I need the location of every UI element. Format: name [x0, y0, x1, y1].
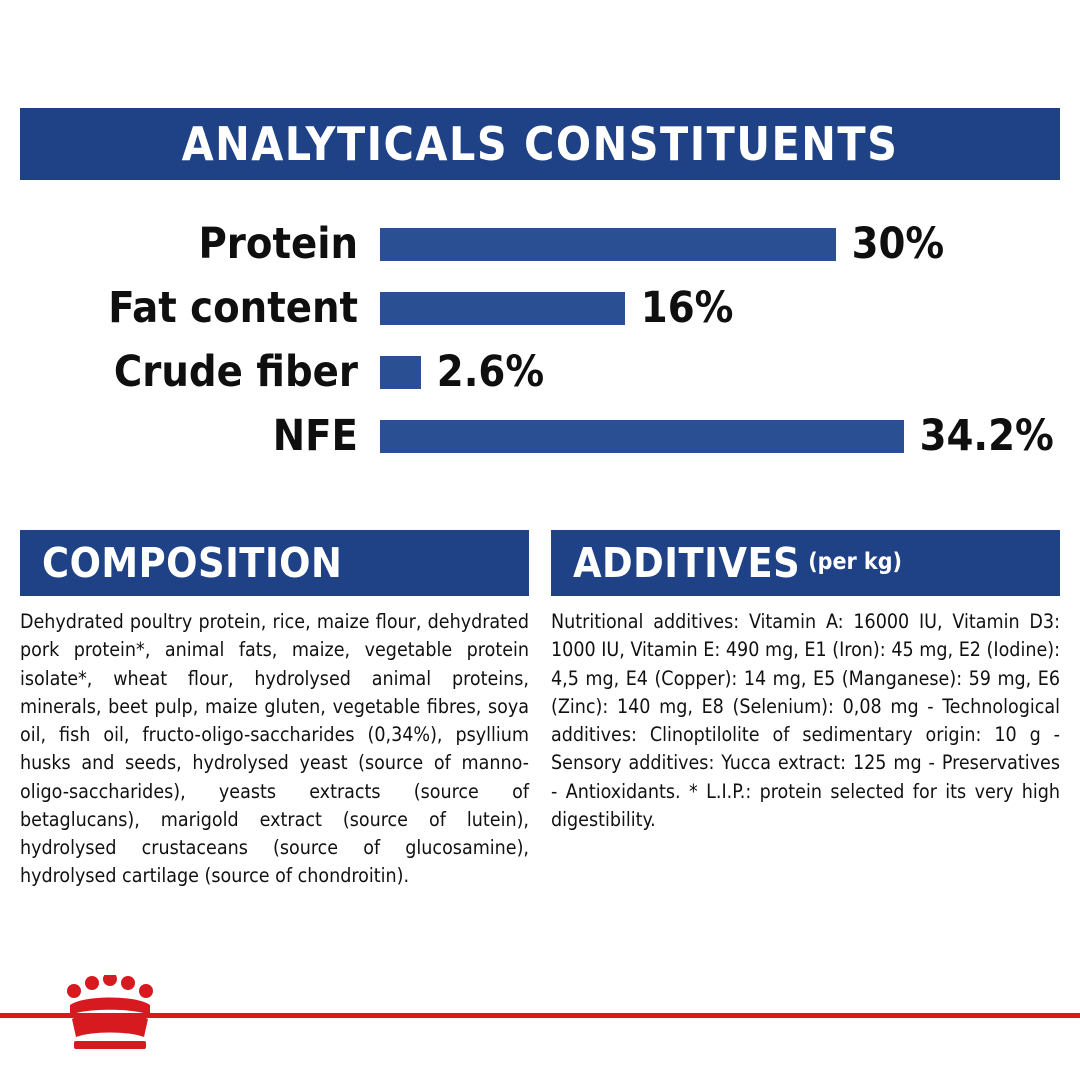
nutrient-value: 2.6% — [436, 346, 545, 397]
analyticals-title: ANALYTICALS CONSTITUENTS — [181, 117, 899, 171]
additives-header — [551, 530, 1060, 596]
nutrient-value: 16% — [640, 282, 734, 333]
nutrient-label: Protein — [198, 218, 358, 269]
composition-panel — [20, 530, 529, 891]
nutrient-row — [20, 212, 1060, 276]
nutrient-bar-wrap — [380, 346, 1060, 397]
royal-canin-crown-logo — [64, 975, 156, 1053]
nutrient-bar-wrap — [380, 282, 1060, 333]
footer-divider — [0, 1013, 1080, 1018]
additives-unit: (per kg) — [808, 548, 902, 575]
nutrient-label: Fat content — [108, 282, 358, 333]
nutrient-label: NFE — [272, 410, 358, 461]
nutrient-row — [20, 404, 1060, 468]
additives-title: ADDITIVES — [573, 538, 801, 587]
detail-panels — [20, 530, 1060, 891]
nutrient-row — [20, 276, 1060, 340]
composition-header — [20, 530, 529, 596]
nutrient-bar — [380, 356, 421, 389]
analyticals-rows — [20, 212, 1060, 468]
additives-panel — [551, 530, 1060, 891]
nutrient-bar-wrap — [380, 218, 1060, 269]
nutrient-label: Crude fiber — [113, 346, 358, 397]
composition-title: COMPOSITION — [42, 538, 343, 587]
nutrient-bar — [380, 420, 904, 453]
nutrient-value: 34.2% — [919, 410, 1054, 461]
nutrient-bar — [380, 292, 625, 325]
nutrient-bar — [380, 228, 836, 261]
composition-text: Dehydrated poultry protein, rice, maize flour, dehydrated pork protein*, animal fats, maize, vegetable protein isolate*, wheat flour, hydrolysed animal proteins, minerals, beet pulp, maize gluten, vegetable fibres, soya oil, fish oil, fructo-oligo-saccharides (0,34%), psyllium husks and seeds, hydrolysed yeast (source of manno-oligo-saccharides), yeasts extracts (source of betaglucans), marigold extract (source of lutein), hydrolysed crustaceans (source of glucosamine), hydrolysed cartilage (source of chondroitin). — [20, 610, 529, 888]
nutrient-value: 30% — [851, 218, 945, 269]
nutrient-row — [20, 340, 1060, 404]
analyticals-header — [20, 108, 1060, 180]
additives-text: Nutritional additives: Vitamin A: 16000 IU, Vitamin D3: 1000 IU, Vitamin E: 490 mg, E1 (Iron): 45 mg, E2 (Iodine): 4,5 mg, E4 (Copper): 14 mg, E5 (Manganese): 59 mg, E6 (Zinc): 140 mg, E8 (Selenium): 0,08 mg - Technological additives: Clinoptilolite of sedimentary origin: 10 g - Sensory additives: Yucca extract: 125 mg - Preservatives - Antioxidants. * L.I.P.: protein selected for its very high digestibility. — [551, 610, 1060, 831]
nutrient-bar-wrap — [380, 410, 1060, 461]
